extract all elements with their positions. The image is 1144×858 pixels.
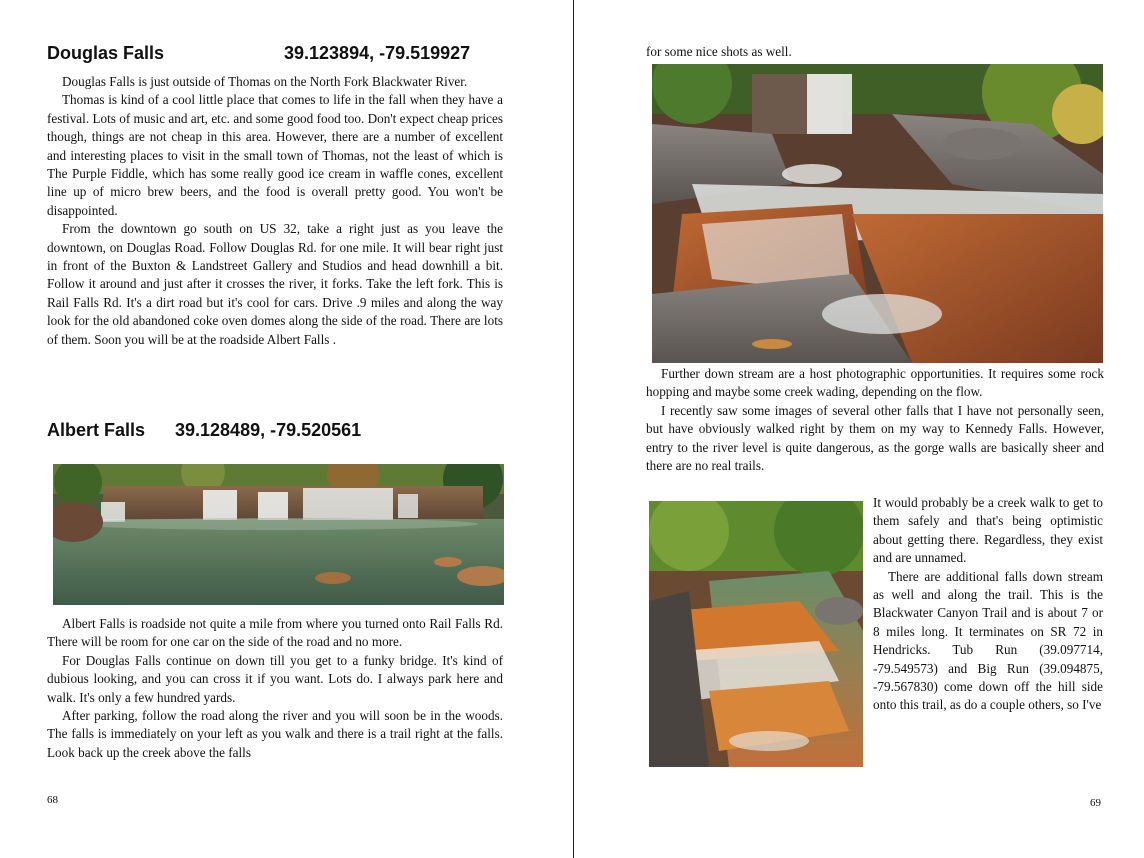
paragraph: I recently saw some images of several other falls that I have not personally seen, but have obviously walked right by them on my way to Kennedy Falls. However, entry to the river level is quite dangerous, as the gorge walls are basically sheer and there are no real trails. (646, 402, 1104, 474)
page-number-left: 68 (47, 794, 58, 806)
creek-photo (649, 501, 863, 767)
paragraph: Albert Falls is roadside not quite a mile from where you turned onto Rail Falls Rd. There will be room for one car on the side of the road and no more. (47, 616, 503, 650)
douglas-falls-heading (47, 43, 470, 64)
continuation-text (646, 43, 1104, 61)
albert-falls-heading (47, 420, 361, 441)
paragraph: Douglas Falls is just outside of Thomas on the North Fork Blackwater River. (62, 74, 468, 89)
douglas-falls-text (47, 73, 503, 349)
right-page (574, 0, 1144, 858)
paragraph: After parking, follow the road along the river and you will soon be in the woods. The falls is immediately on your left as you walk and there is a trail right at the falls. Look back up the creek above the falls (47, 708, 503, 760)
paragraph: From the downtown go south on US 32, take a right just as you leave the downtown, on Douglas Road. Follow Douglas Rd. for one mile. It will bear right just in front of the Buxton & Landstreet Gallery and Studios and head downhill a bit. Follow it around and just after it crosses the river, it forks. Take the left fork. This is Rail Falls Rd. It's a dirt road but it's cool for cars. Drive .9 miles and along the way look for the old abandoned coke oven domes along the side of the road. There are lots of them. Soon you will be at the roadside Albert Falls . (47, 221, 503, 347)
albert-falls-coords: 39.128489, -79.520561 (175, 420, 362, 440)
douglas-falls-coords: 39.123894, -79.519927 (284, 43, 471, 63)
paragraph: Further down stream are a host photographic opportunities. It requires some rock hopping and maybe some creek wading, depending on the flow. (646, 366, 1104, 400)
douglas-falls-photo (652, 64, 1103, 363)
kennedy-falls-text (646, 365, 1104, 475)
douglas-falls-title: Douglas Falls (47, 43, 165, 63)
page-number-right: 69 (1090, 797, 1101, 809)
paragraph: For Douglas Falls continue on down till you get to a funky bridge. It's kind of dubious looking, and you can cross it if you want. Lots do. I always park here and walk. It's only a few hundred yards. (47, 652, 503, 705)
paragraph: Thomas is kind of a cool little place that comes to life in the fall when they have a festival. Lots of music and art, etc. and some good food too. Don't expect cheap prices though, things are not cheap in this area. However, there are a number of excellent and interesting places to visit in the small town of Thomas, not the least of which is The Purple Fiddle, which has some really good ice cream in waffle cones, excellent line up of micro brew beers, and the food is overall pretty good. You won't be disappointed. (47, 92, 503, 218)
blackwater-trail-text (873, 494, 1103, 715)
albert-falls-title: Albert Falls (47, 420, 146, 440)
paragraph: for some nice shots as well. (646, 44, 792, 59)
paragraph: It would probably be a creek walk to get to them safely and that's being optimistic about getting there. Regardless, they exist and are unnamed. (873, 495, 1103, 566)
albert-falls-text (47, 615, 503, 762)
paragraph: There are additional falls down stream as well and along the trail. This is the Blackwater Canyon Trail and is about 7 or 8 miles long. It terminates on SR 72 in Hendricks. Tub Run (39.097714, -79.549573) and Big Run (39.094875, -79.567830) come down off the hill side onto this trail, as do a couple others, so I've (873, 568, 1103, 713)
albert-falls-photo (53, 464, 504, 605)
